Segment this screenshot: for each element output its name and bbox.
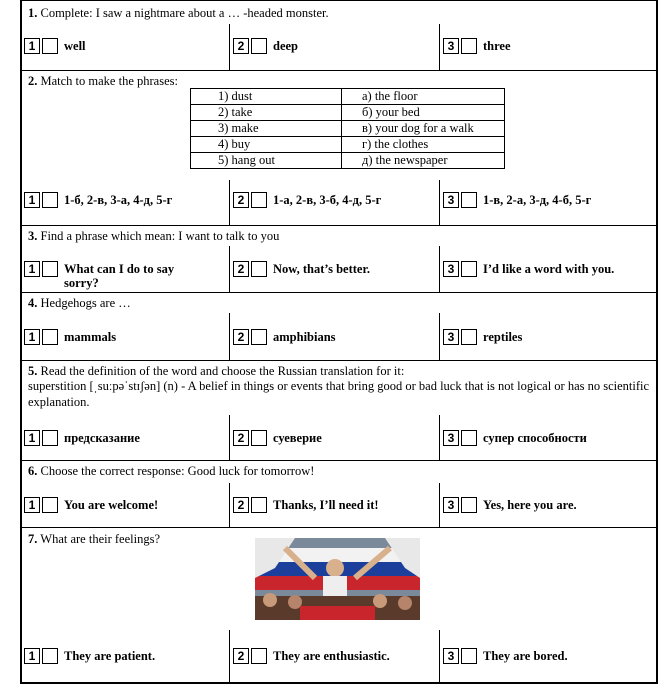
answer-checkbox[interactable] bbox=[251, 329, 267, 345]
option-label: Yes, here you are. bbox=[483, 498, 577, 512]
question-4 bbox=[28, 295, 131, 311]
option-label: They are patient. bbox=[64, 649, 156, 663]
answer-checkbox[interactable] bbox=[251, 497, 267, 513]
answer-box[interactable]: 3 bbox=[443, 329, 459, 345]
answer-checkbox[interactable] bbox=[42, 648, 58, 664]
divider bbox=[20, 0, 658, 1]
question-number: 7. bbox=[28, 532, 38, 546]
table-cell: 4) buy bbox=[191, 137, 342, 153]
question-5 bbox=[28, 363, 404, 379]
question-text: Find a phrase which mean: I want to talk to you bbox=[40, 229, 280, 243]
column-divider bbox=[229, 630, 230, 684]
option-label: Thanks, I’ll need it! bbox=[273, 498, 379, 512]
answer-checkbox[interactable] bbox=[461, 192, 477, 208]
column-divider bbox=[229, 180, 230, 225]
answer-checkbox[interactable] bbox=[42, 430, 58, 446]
answer-box[interactable]: 3 bbox=[443, 430, 459, 446]
answer-box[interactable]: 2 bbox=[233, 192, 249, 208]
answer-box[interactable]: 1 bbox=[24, 329, 40, 345]
option-label: mammals bbox=[64, 330, 117, 344]
answer-box[interactable]: 3 bbox=[443, 497, 459, 513]
question-6 bbox=[28, 463, 314, 479]
option-label: They are bored. bbox=[483, 649, 568, 663]
answer-box[interactable]: 2 bbox=[233, 329, 249, 345]
answer-checkbox[interactable] bbox=[461, 329, 477, 345]
option-label: 1-б, 2-в, 3-а, 4-д, 5-г bbox=[64, 193, 173, 207]
table-cell: 1) dust bbox=[191, 89, 342, 105]
table-cell: 5) hang out bbox=[191, 153, 342, 169]
option-label-continued: sorry? bbox=[64, 276, 99, 290]
answer-box[interactable]: 2 bbox=[233, 430, 249, 446]
question-number: 6. bbox=[28, 464, 38, 478]
fan-head bbox=[326, 559, 344, 577]
table-cell: а) the floor bbox=[342, 89, 505, 105]
question-text: Hedgehogs are … bbox=[40, 296, 131, 310]
answer-checkbox[interactable] bbox=[461, 648, 477, 664]
option-label: I’d like a word with you. bbox=[483, 262, 615, 276]
divider bbox=[20, 70, 658, 71]
question-7 bbox=[28, 531, 160, 547]
column-divider bbox=[439, 180, 440, 225]
option-label: You are welcome! bbox=[64, 498, 159, 512]
table-row bbox=[191, 105, 505, 121]
column-divider bbox=[229, 246, 230, 292]
column-divider bbox=[439, 24, 440, 70]
fans-photo bbox=[255, 538, 420, 620]
answer-checkbox[interactable] bbox=[461, 38, 477, 54]
option-label: They are enthusiastic. bbox=[273, 649, 390, 663]
option-label: reptiles bbox=[483, 330, 523, 344]
question-text: Complete: I saw a nightmare about a … -headed monster. bbox=[40, 6, 329, 20]
answer-checkbox[interactable] bbox=[251, 648, 267, 664]
question-text: What are their feelings? bbox=[40, 532, 161, 546]
option-label: three bbox=[483, 39, 511, 53]
question-text: Choose the correct response: Good luck for tomorrow! bbox=[40, 464, 315, 478]
divider bbox=[20, 360, 658, 361]
answer-checkbox[interactable] bbox=[42, 192, 58, 208]
table-row bbox=[191, 137, 505, 153]
answer-checkbox[interactable] bbox=[251, 261, 267, 277]
question-3 bbox=[28, 228, 279, 244]
question-2 bbox=[28, 73, 178, 89]
answer-box[interactable]: 2 bbox=[233, 38, 249, 54]
fans-photo-illustration bbox=[255, 538, 420, 620]
column-divider bbox=[229, 415, 230, 460]
answer-checkbox[interactable] bbox=[251, 192, 267, 208]
answer-box[interactable]: 2 bbox=[233, 261, 249, 277]
table-row bbox=[191, 89, 505, 105]
answer-box[interactable]: 3 bbox=[443, 192, 459, 208]
table-row bbox=[191, 153, 505, 169]
table-row bbox=[191, 121, 505, 137]
option-label: amphibians bbox=[273, 330, 336, 344]
answer-checkbox[interactable] bbox=[461, 497, 477, 513]
question-text: Read the definition of the word and choose the Russian translation for it: bbox=[40, 364, 405, 378]
question-number: 4. bbox=[28, 296, 38, 310]
column-divider bbox=[229, 483, 230, 527]
question-text: Match to make the phrases: bbox=[40, 74, 178, 88]
question-number: 3. bbox=[28, 229, 38, 243]
answer-box[interactable]: 1 bbox=[24, 192, 40, 208]
question-1 bbox=[28, 5, 329, 21]
crowd-face bbox=[373, 594, 387, 608]
option-label: Now, that’s better. bbox=[273, 262, 370, 276]
option-label: супер способности bbox=[483, 431, 587, 445]
answer-checkbox[interactable] bbox=[461, 430, 477, 446]
table-cell: д) the newspaper bbox=[342, 153, 505, 169]
answer-checkbox[interactable] bbox=[42, 329, 58, 345]
option-label: предсказание bbox=[64, 431, 140, 445]
table-cell: 2) take bbox=[191, 105, 342, 121]
answer-box[interactable]: 1 bbox=[24, 430, 40, 446]
question-number: 5. bbox=[28, 364, 38, 378]
question-number: 2. bbox=[28, 74, 38, 88]
table-cell: б) your bed bbox=[342, 105, 505, 121]
answer-box[interactable]: 2 bbox=[233, 497, 249, 513]
column-divider bbox=[439, 630, 440, 684]
crowd-scarf bbox=[300, 606, 375, 620]
column-divider bbox=[229, 24, 230, 70]
answer-box[interactable]: 3 bbox=[443, 648, 459, 664]
answer-box[interactable]: 1 bbox=[24, 261, 40, 277]
divider bbox=[20, 292, 658, 293]
table-cell: в) your dog for a walk bbox=[342, 121, 505, 137]
crowd-face bbox=[263, 593, 277, 607]
crowd-face bbox=[398, 596, 412, 610]
option-label: 1-в, 2-а, 3-д, 4-б, 5-г bbox=[483, 193, 592, 207]
answer-box[interactable]: 1 bbox=[24, 648, 40, 664]
answer-checkbox[interactable] bbox=[42, 38, 58, 54]
answer-box[interactable]: 1 bbox=[24, 38, 40, 54]
column-divider bbox=[439, 313, 440, 360]
option-label: well bbox=[64, 39, 86, 53]
question-number: 1. bbox=[28, 6, 38, 20]
option-label: 1-а, 2-в, 3-б, 4-д, 5-г bbox=[273, 193, 382, 207]
crowd-face bbox=[288, 595, 302, 609]
column-divider bbox=[439, 246, 440, 292]
answer-box[interactable]: 1 bbox=[24, 497, 40, 513]
column-divider bbox=[229, 313, 230, 360]
answer-checkbox[interactable] bbox=[251, 38, 267, 54]
answer-box[interactable]: 2 bbox=[233, 648, 249, 664]
answer-checkbox[interactable] bbox=[251, 430, 267, 446]
divider bbox=[20, 460, 658, 461]
answer-checkbox[interactable] bbox=[461, 261, 477, 277]
column-divider bbox=[439, 483, 440, 527]
table-cell: 3) make bbox=[191, 121, 342, 137]
column-divider bbox=[439, 415, 440, 460]
divider bbox=[20, 225, 658, 226]
divider bbox=[20, 527, 658, 528]
matching-table bbox=[190, 88, 505, 169]
option-label: deep bbox=[273, 39, 298, 53]
option-label: суеверие bbox=[273, 431, 322, 445]
answer-checkbox[interactable] bbox=[42, 261, 58, 277]
answer-checkbox[interactable] bbox=[42, 497, 58, 513]
answer-box[interactable]: 3 bbox=[443, 261, 459, 277]
option-label: What can I do to say bbox=[64, 262, 175, 276]
answer-box[interactable]: 3 bbox=[443, 38, 459, 54]
definition-text: superstition [ˌsuːpəˈstɪʃən] (n) - A belief in things or events that bring good or bad luck that is not logical or has no scientific explanation. bbox=[28, 379, 650, 409]
table-cell: г) the clothes bbox=[342, 137, 505, 153]
